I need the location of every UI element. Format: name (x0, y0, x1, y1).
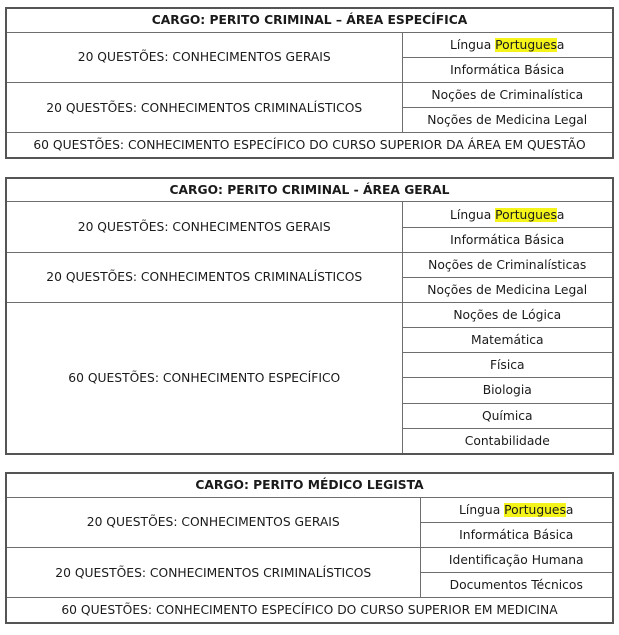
subject-lingua-portuguesa: Língua Portuguesa (402, 32, 613, 57)
subject: Contabilidade (402, 428, 613, 454)
highlighted-text: Portugues (504, 502, 566, 517)
block-label: 20 QUESTÕES: CONHECIMENTOS GERAIS (6, 32, 402, 82)
subject: Identificação Humana (420, 547, 613, 572)
subject: Química (402, 403, 613, 428)
cargo-table-perito-criminal-area-geral (5, 177, 614, 455)
subject: Informática Básica (420, 522, 613, 547)
table-title: CARGO: PERITO CRIMINAL - ÁREA GERAL (6, 178, 613, 202)
table-title: CARGO: PERITO MÉDICO LEGISTA (6, 473, 613, 497)
block-label: 20 QUESTÕES: CONHECIMENTOS GERAIS (6, 497, 420, 547)
block-label: 20 QUESTÕES: CONHECIMENTOS GERAIS (6, 202, 402, 252)
subject: Documentos Técnicos (420, 573, 613, 598)
block-label: 20 QUESTÕES: CONHECIMENTOS CRIMINALÍSTICOS (6, 252, 402, 302)
block-label: 20 QUESTÕES: CONHECIMENTOS CRIMINALÍSTICOS (6, 82, 402, 132)
subject: Noções de Medicina Legal (402, 108, 613, 133)
block-label: 20 QUESTÕES: CONHECIMENTOS CRIMINALÍSTICOS (6, 547, 420, 597)
subject: Biologia (402, 378, 613, 403)
subject: Noções de Medicina Legal (402, 277, 613, 302)
subject: Noções de Criminalísticas (402, 252, 613, 277)
table-footer: 60 QUESTÕES: CONHECIMENTO ESPECÍFICO DO CURSO SUPERIOR DA ÁREA EM QUESTÃO (6, 133, 613, 158)
subject: Noções de Criminalística (402, 82, 613, 107)
highlighted-text: Portugues (495, 207, 557, 222)
subject: Física (402, 353, 613, 378)
subject-lingua-portuguesa: Língua Portuguesa (402, 202, 613, 227)
subject: Informática Básica (402, 227, 613, 252)
table-title: CARGO: PERITO CRIMINAL – ÁREA ESPECÍFICA (6, 8, 613, 32)
block-label: 60 QUESTÕES: CONHECIMENTO ESPECÍFICO (6, 303, 402, 455)
cargo-table-perito-medico-legista (5, 472, 614, 624)
cargo-table-perito-criminal-area-especifica (5, 7, 614, 159)
subject: Informática Básica (402, 57, 613, 82)
subject: Noções de Lógica (402, 303, 613, 328)
subject-lingua-portuguesa: Língua Portuguesa (420, 497, 613, 522)
subject: Matemática (402, 328, 613, 353)
table-footer: 60 QUESTÕES: CONHECIMENTO ESPECÍFICO DO CURSO SUPERIOR EM MEDICINA (6, 598, 613, 623)
highlighted-text: Portugues (495, 37, 557, 52)
